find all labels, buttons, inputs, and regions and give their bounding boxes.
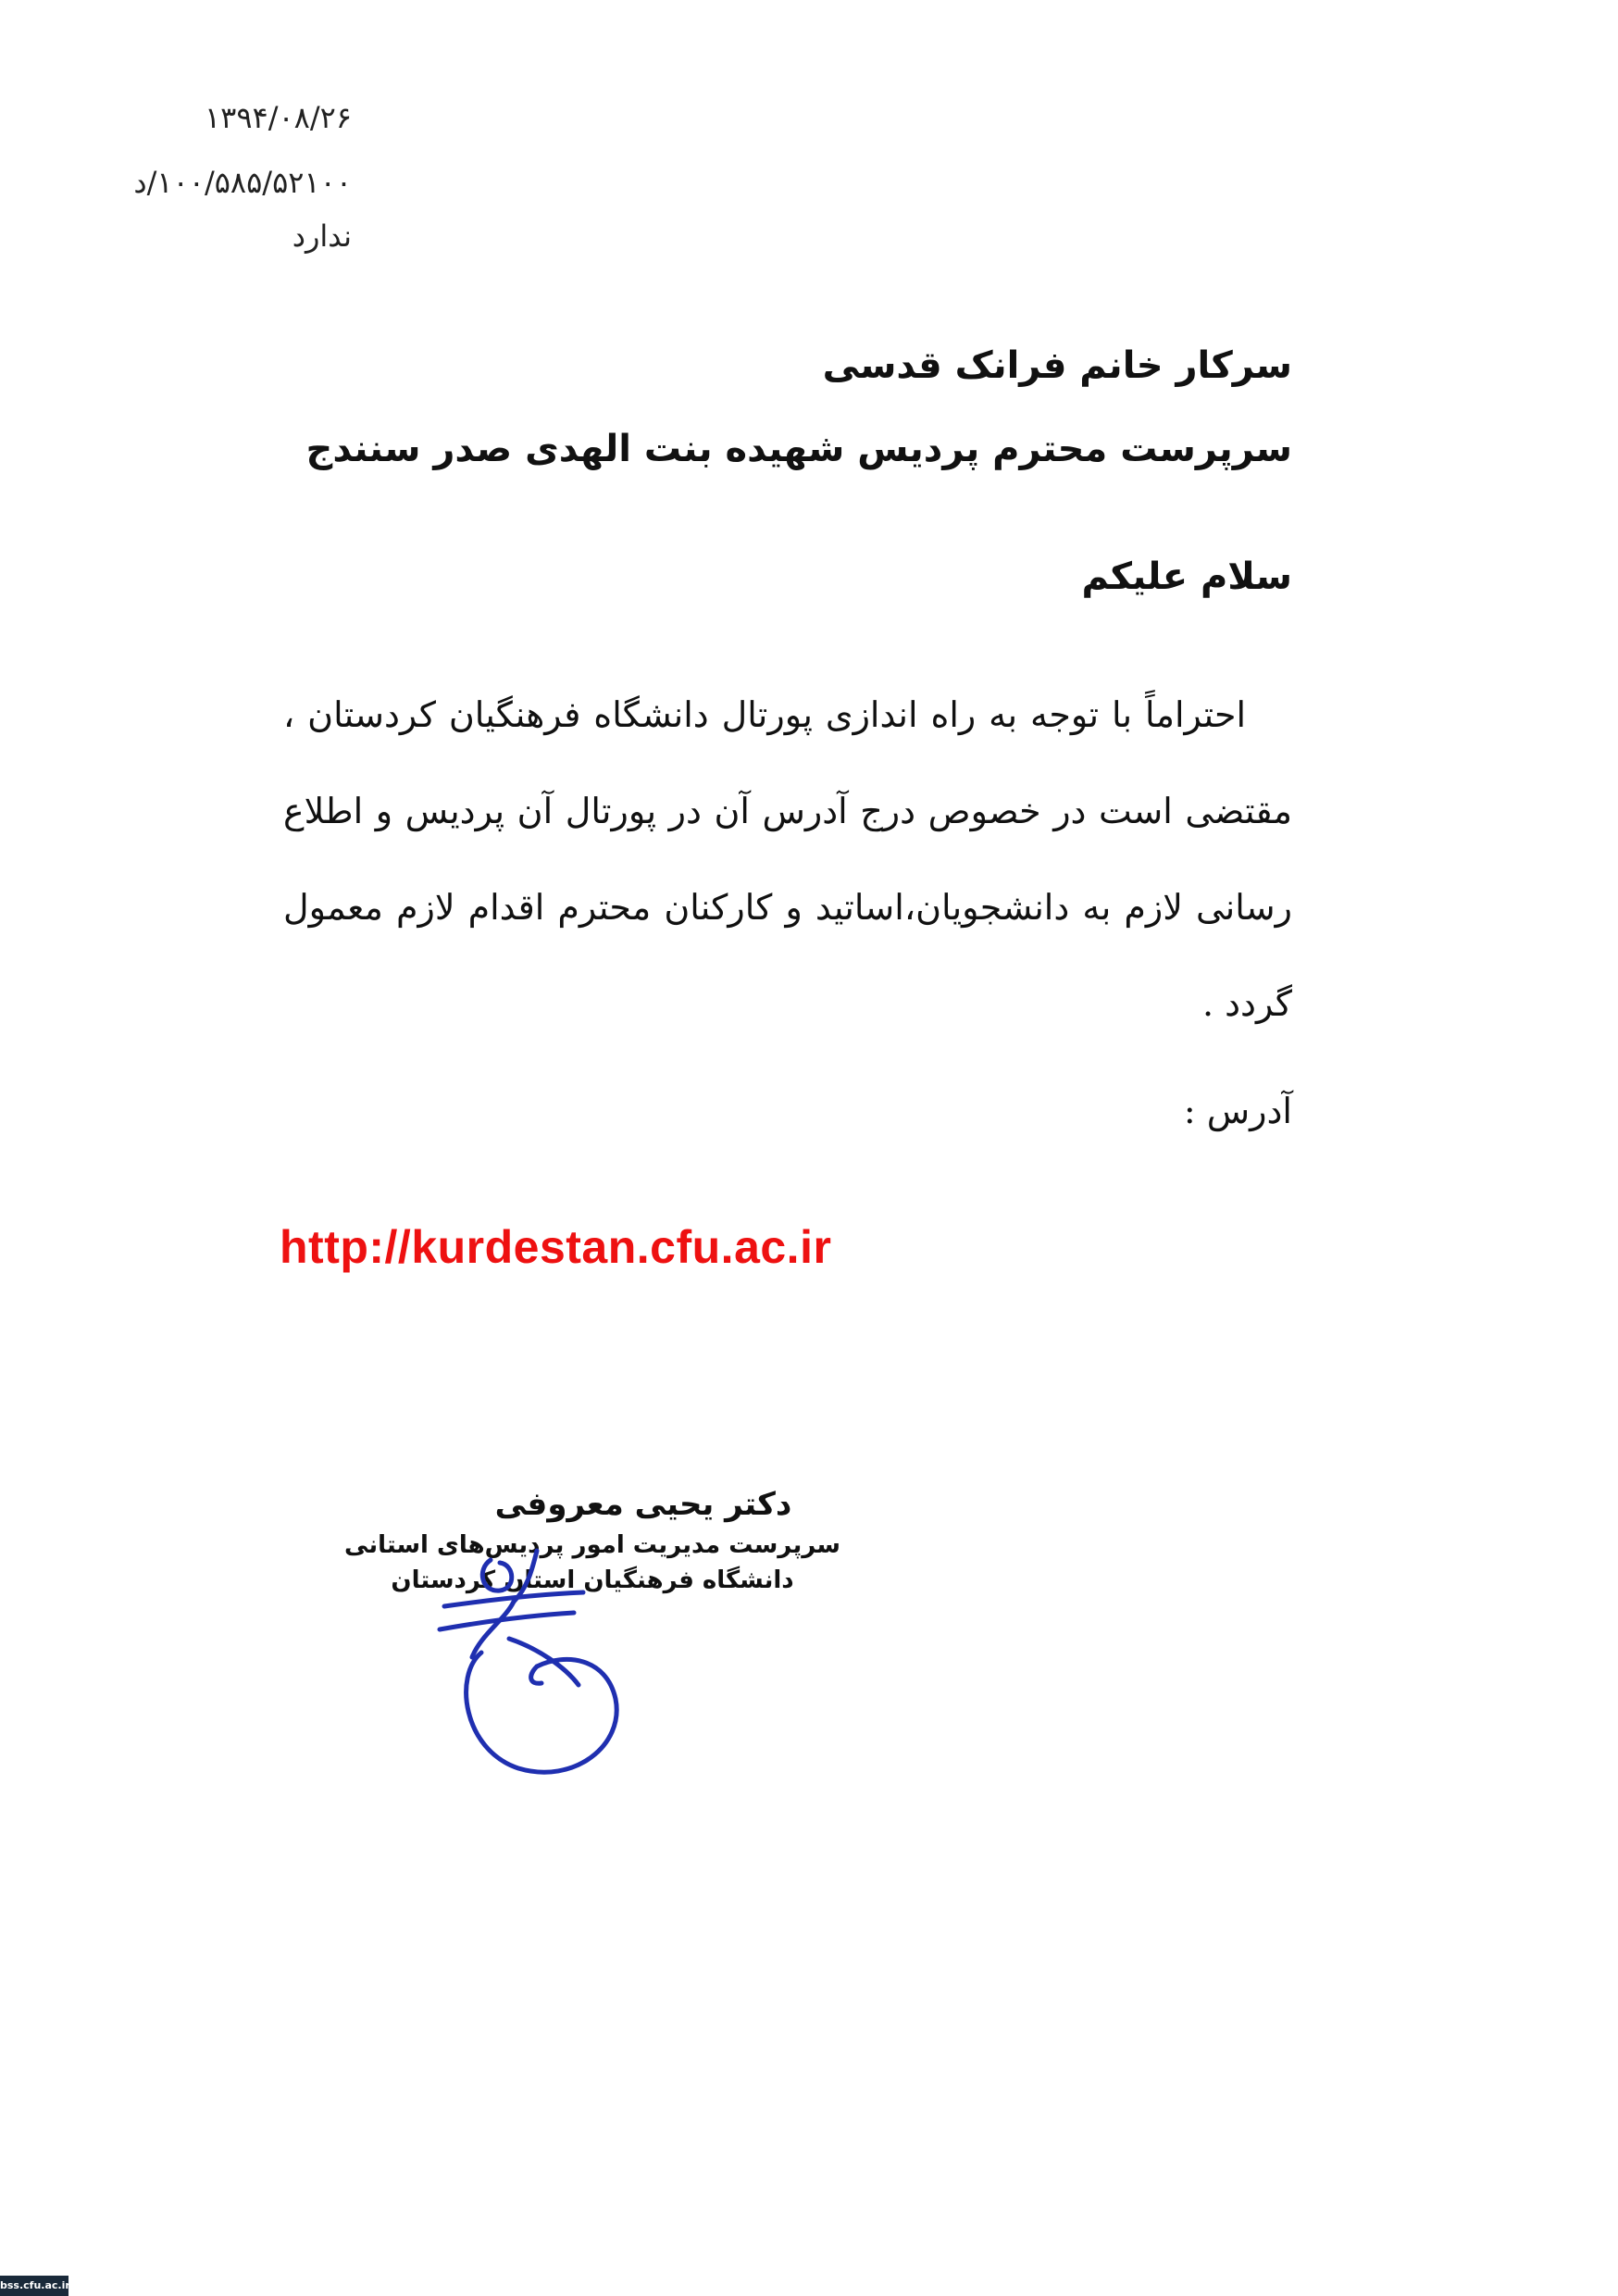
addressee-name: سرکار خانم فرانک قدسی bbox=[822, 344, 1292, 387]
letter-date: ۱۳۹۴/۰۸/۲۶ bbox=[204, 100, 352, 135]
greeting: سلام علیکم bbox=[1081, 555, 1292, 598]
address-label: آدرس : bbox=[1183, 1091, 1292, 1131]
handwritten-signature bbox=[426, 1537, 666, 1787]
signer-organization: دانشگاه فرهنگیان استان کردستان bbox=[391, 1566, 794, 1594]
addressee-title: سرپرست محترم پردیس شهیده بنت الهدی صدر سنندج bbox=[305, 428, 1292, 470]
portal-link[interactable]: http://kurdestan.cfu.ac.ir bbox=[280, 1221, 832, 1273]
letter-attachment: ندارد bbox=[292, 218, 352, 254]
footer-logo: bss.cfu.ac.ir bbox=[0, 2276, 68, 2296]
letter-body: احتراماً با توجه به راه اندازی پورتال دانشگاه فرهنگیان کردستان ، مقتضی است در خصوص درج آدرس آن در پورتال آن پردیس و اطلاع رسانی لازم به دانشجویان،اساتید و کارکنان محترم اقدام لازم معمول گردد . bbox=[283, 694, 1292, 1024]
signer-title: سرپرست مدیریت امور پردیس‌های استانی bbox=[344, 1531, 840, 1559]
signer-name: دکتر یحیی معروفی bbox=[494, 1486, 792, 1523]
letter-number: ۱۰۰/۵۸۵/۵۲۱۰۰/د bbox=[133, 165, 352, 200]
